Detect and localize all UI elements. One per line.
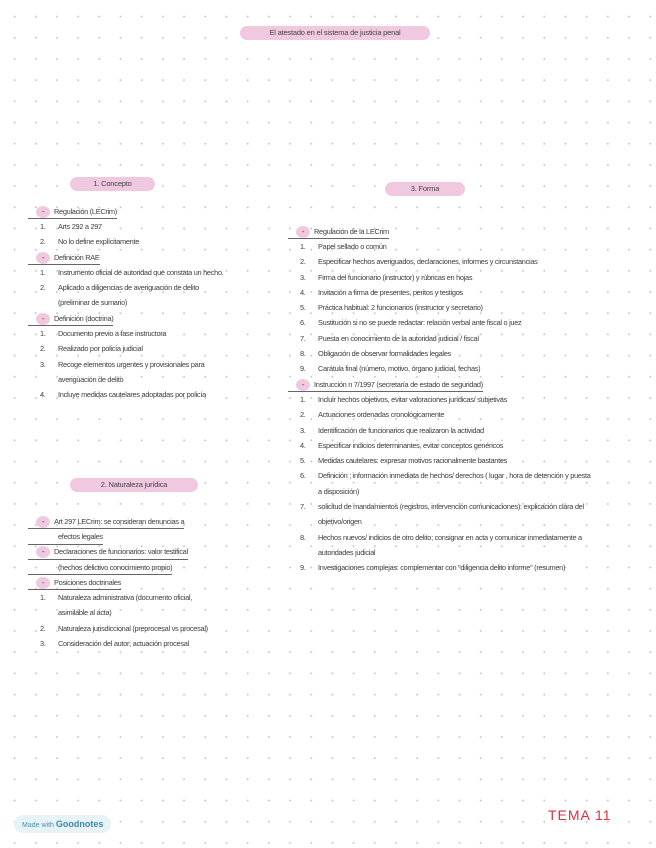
item-number: 3. — [300, 425, 306, 435]
item-text: Incluir hechos objetivos, evitar valoraciones jurídicas/ subjetivas — [318, 394, 507, 404]
list-item — [288, 438, 503, 453]
badge-prefix: Made with — [22, 822, 54, 829]
list-item — [28, 606, 111, 621]
item-number: 5. — [300, 303, 306, 313]
item-text: Definición ; información inmediata de hechos/ derechos ( lugar , hora de detención y puesta — [318, 471, 591, 481]
list-item — [28, 235, 139, 250]
list-item — [288, 530, 582, 545]
item-text: Investigaciones complejas: complementar con "diligencia delito informe" (resumen) — [318, 563, 566, 573]
item-text: Invitación a firma de presentes, peritos y testigos — [318, 287, 463, 297]
indent-spacer — [40, 531, 58, 543]
item-text: Instrucción n 7/1997 (secretaría de estado de seguridad) — [314, 379, 483, 389]
item-text: averiguación de delito — [58, 374, 124, 384]
list-item — [288, 316, 521, 331]
item-text: Identificación de funcionarios que realizaron la actividad — [318, 425, 484, 435]
item-number: 2. — [300, 257, 306, 267]
list-item — [288, 469, 591, 484]
list-item — [288, 300, 483, 315]
list-item — [288, 362, 480, 377]
item-text: solicitud de mandamientos (registros, intervención comunicaciones): explicación clara del — [318, 501, 584, 511]
item-text: Actuaciones ordenadas cronológicamente — [318, 410, 445, 420]
section-list-concepto — [40, 204, 224, 403]
section-heading-naturaleza: 2. Naturaleza jurídica — [70, 478, 198, 492]
item-number: 4. — [300, 440, 306, 450]
item-text: Carátula final (número, motivo, órgano judicial, fechas) — [318, 364, 481, 374]
item-text: Medidas cautelares: expresar motivos racionalmente bastantes — [318, 456, 508, 466]
item-text: Papel sellado o común — [318, 241, 387, 251]
section-heading-forma: 3. Forma — [385, 182, 465, 196]
item-number: 7. — [300, 501, 306, 511]
indent-spacer — [300, 547, 318, 559]
item-number: 9. — [300, 364, 306, 374]
list-item — [288, 255, 538, 270]
item-text: Puesta en conocimiento de la autoridad judicial / fiscal — [318, 333, 479, 343]
item-number: 6. — [300, 318, 306, 328]
item-text: Práctica habitual: 2 funcionarios (instructor y secretario) — [318, 303, 483, 313]
page-title: El atestado en el sistema de justicia penal — [240, 26, 430, 40]
bullet-marker-icon: - — [296, 379, 310, 391]
list-item — [288, 285, 463, 300]
item-text: Naturaleza administrativa (documento oficial, — [58, 593, 192, 603]
item-number: 4. — [300, 287, 306, 297]
item-text: Instrumento oficial de autoridad que constata un hecho. — [58, 267, 224, 277]
list-item — [288, 423, 484, 438]
bullet-heading — [28, 545, 188, 560]
item-number: 4. — [40, 390, 46, 400]
item-number: 2. — [300, 410, 306, 420]
list-item — [28, 372, 123, 387]
item-text: Arts 292 a 297 — [58, 221, 102, 231]
item-number: 8. — [300, 349, 306, 359]
section-heading-concepto: 1. Concepto — [70, 177, 155, 191]
item-text: objetivo/origen — [318, 517, 362, 527]
list-item — [28, 357, 204, 372]
item-number: 3. — [300, 272, 306, 282]
item-text: Obligación de observar formalidades legales — [318, 349, 451, 359]
item-text: Naturaleza jurisdiccional (preprocesal vs procesal) — [58, 623, 208, 633]
list-item — [28, 296, 127, 311]
list-item — [28, 388, 206, 403]
item-number: 1. — [300, 241, 306, 251]
item-text: Regulación de la LECrim — [314, 226, 389, 236]
list-item — [28, 326, 166, 341]
bullet-marker-icon: - — [36, 206, 50, 218]
item-text: Especificar hechos averiguados, declaraciones, informes y circunstancias — [318, 257, 538, 267]
item-text: a disposición) — [318, 486, 359, 496]
list-item — [288, 453, 507, 468]
item-text: Aplicado a diligencias de averiguación de delito — [58, 283, 199, 293]
bullet-heading — [28, 575, 121, 590]
item-number: 3. — [40, 639, 46, 649]
item-text: Definición (doctrina) — [54, 313, 114, 323]
tema-label: TEMA 11 — [548, 807, 612, 823]
indent-spacer — [40, 374, 58, 386]
item-text: Regulación (LECrim) — [54, 206, 117, 216]
item-text: Documento previo a fase instructora — [58, 329, 167, 339]
item-number: 8. — [300, 532, 306, 542]
item-text: Firma del funcionario (instructor) y rúbricas en hojas — [318, 272, 473, 282]
list-item — [28, 590, 192, 605]
list-item — [28, 219, 102, 234]
list-item — [28, 636, 189, 651]
item-number: 2. — [40, 623, 46, 633]
list-item — [288, 408, 444, 423]
list-item — [288, 484, 359, 499]
indent-spacer — [40, 297, 58, 309]
bullet-heading — [28, 204, 117, 219]
bullet-heading — [28, 311, 113, 326]
bullet-marker-icon: - — [36, 546, 50, 558]
item-text: efectos legales — [58, 531, 103, 541]
item-text: Realizado por policía judicial — [58, 344, 143, 354]
bullet-marker-icon: - — [296, 226, 310, 238]
item-number: 1. — [40, 593, 46, 603]
item-number: 2. — [40, 344, 46, 354]
badge-brand: Goodnotes — [55, 819, 104, 829]
item-text: Hechos nuevos/ indicios de otro delito; consignar en acta y comunicar inmediatamente a — [318, 532, 582, 542]
list-item — [288, 499, 584, 514]
indent-spacer — [300, 486, 318, 498]
item-number: 1. — [40, 267, 46, 277]
indent-spacer — [300, 516, 318, 528]
item-number: 2. — [40, 237, 46, 247]
list-item — [288, 331, 479, 346]
list-item — [288, 239, 386, 254]
item-text: Especificar indicios determinantes, evitar conceptos genéricos — [318, 440, 504, 450]
bullet-heading — [288, 377, 483, 392]
goodnotes-badge[interactable] — [14, 815, 111, 833]
section-list-forma — [300, 224, 591, 576]
item-text: Recoge elementos urgentes y provisionales para — [58, 359, 205, 369]
item-number: 7. — [300, 333, 306, 343]
list-item — [288, 515, 362, 530]
item-text: No lo define explícitamente — [58, 237, 140, 247]
bullet-heading — [28, 514, 184, 529]
item-text: Sustitución si no se puede redactar: relación verbal ante fiscal o juez — [318, 318, 522, 328]
bullet-heading — [28, 250, 100, 265]
item-number: 3. — [40, 359, 46, 369]
item-number: 2. — [40, 283, 46, 293]
list-item — [288, 346, 451, 361]
item-text: (preliminar de sumario) — [58, 298, 128, 308]
item-text: (hechos delictivo conocimiento propio) — [58, 562, 173, 572]
item-number: 1. — [40, 221, 46, 231]
item-text: autoridades judicial — [318, 547, 376, 557]
bullet-marker-icon: - — [36, 577, 50, 589]
list-item — [288, 270, 472, 285]
list-item — [28, 621, 208, 636]
list-item — [28, 265, 224, 280]
item-text: Art 297 LECrim: se consideran denuncias a — [54, 516, 185, 526]
list-item — [288, 561, 565, 576]
indent-spacer — [40, 607, 58, 619]
item-text: Posiciones doctrinales — [54, 577, 121, 587]
list-item — [28, 280, 199, 295]
item-text: Declaraciones de funcionarios: valor testifical — [54, 547, 188, 557]
bullet-heading — [288, 224, 389, 239]
bullet-marker-icon: - — [36, 516, 50, 528]
list-item — [28, 342, 143, 357]
list-item — [288, 545, 375, 560]
item-number: 1. — [300, 394, 306, 404]
item-text: Definición RAE — [54, 252, 100, 262]
bullet-marker-icon: - — [36, 313, 50, 325]
item-text: Incluye medidas cautelares adoptadas por policía — [58, 390, 206, 400]
item-number: 9. — [300, 563, 306, 573]
section-list-naturaleza — [40, 514, 208, 652]
list-item — [288, 392, 507, 407]
bullet-marker-icon: - — [36, 252, 50, 264]
list-item — [28, 560, 172, 575]
item-number: 6. — [300, 471, 306, 481]
item-number: 5. — [300, 456, 306, 466]
item-text: Consideración del autor; actuación procesal — [58, 639, 189, 649]
item-text: asimilable al acta) — [58, 608, 112, 618]
list-item — [28, 529, 103, 544]
indent-spacer — [40, 562, 58, 574]
item-number: 1. — [40, 329, 46, 339]
